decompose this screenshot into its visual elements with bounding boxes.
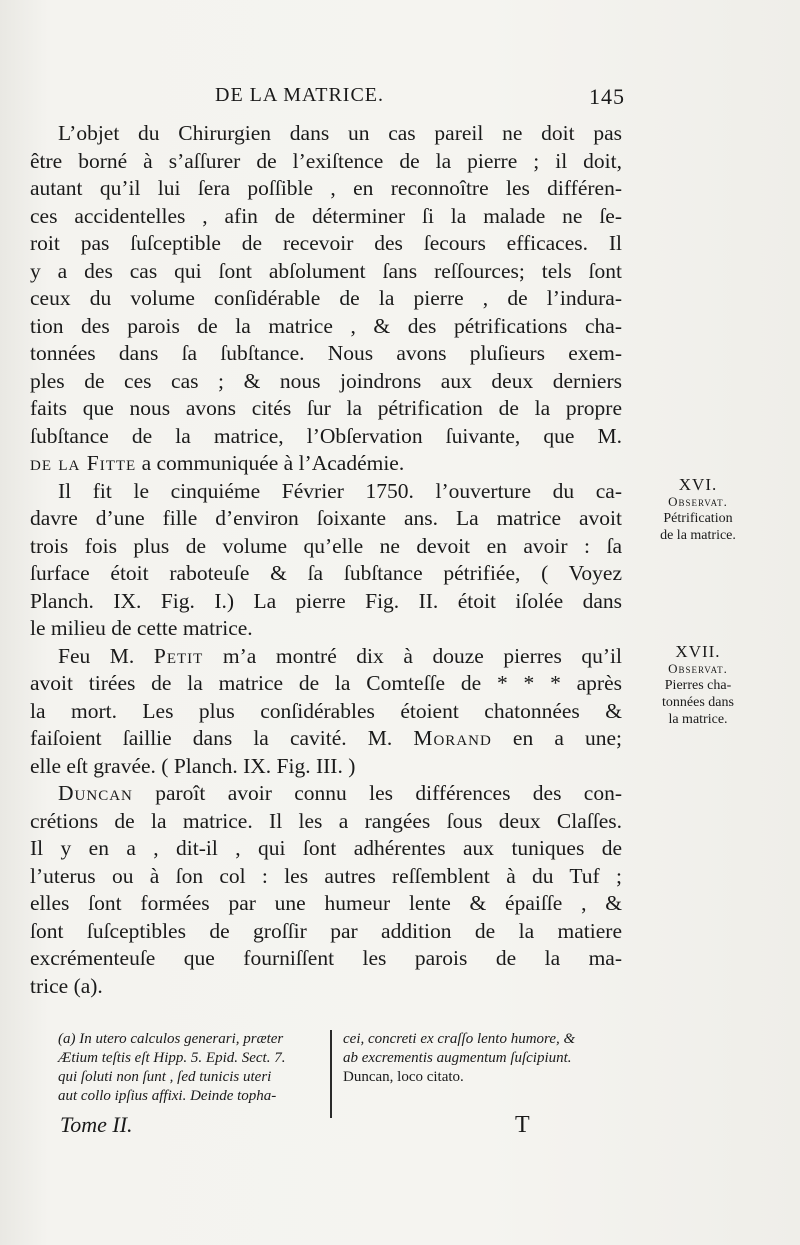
signature-mark: T xyxy=(515,1112,530,1138)
margin-note-line: Pierres cha- xyxy=(664,678,732,693)
text-line: l’uterus ou à ſon col : les autres reſſemblent à du Tuf ; xyxy=(30,863,622,888)
text-line: davre d’une fille d’environ ſoixante ans. La matrice avoit xyxy=(30,506,622,530)
text-line: elle eſt gravée. ( Planch. IX. Fig. III. ) xyxy=(30,753,356,778)
text-line: tonnées dans ſa ſubſtance. Nous avons pluſieurs exem- xyxy=(30,341,622,365)
text-line: autant qu’il lui ſera poſſible , en reconnoître les différen- xyxy=(30,176,622,200)
text-line: roit pas ſuſceptible de recevoir des ſecours efficaces. Il xyxy=(30,231,622,255)
text-line: ſurface étoit raboteuſe & ſa ſubſtance pétrifiée, ( Voyez xyxy=(30,561,622,585)
text-line xyxy=(30,450,622,478)
author-name: Duncan xyxy=(58,781,133,805)
margin-note-label: Observat. xyxy=(668,494,728,509)
footnote-line: qui ſoluti non ſunt , ſed tunicis uteri xyxy=(58,1069,272,1085)
footnote-line: Ætium teſtis eſt Hipp. 5. Epid. Sect. 7. xyxy=(58,1050,286,1066)
text-line xyxy=(30,780,622,808)
running-header xyxy=(215,84,625,118)
text-line: ces accidentelles , afin de déterminer ſi la malade ne ſe- xyxy=(30,203,622,228)
text-line xyxy=(30,725,622,753)
page-number: 145 xyxy=(589,84,625,109)
author-name: Morand xyxy=(413,726,492,750)
text-line: ſubſtance de la matrice, l’Obſervation ſuivante, que M. xyxy=(30,423,622,448)
margin-note-line: tonnées dans xyxy=(662,695,734,710)
text-line: être borné à s’aſſurer de l’exiſtence de la pierre ; il doit, xyxy=(30,148,622,173)
margin-note-number: XVII. xyxy=(675,642,721,661)
text-line: avoit tirées de la matrice de la Comteſſe de * * * après xyxy=(30,671,622,695)
footnote-line: Duncan, loco citato. xyxy=(343,1069,464,1085)
text-span: Feu M. xyxy=(58,643,154,668)
footnote-left-column xyxy=(58,1030,318,1106)
author-name: de la Fitte xyxy=(30,451,137,475)
text-span: en a une; xyxy=(491,726,622,750)
volume-label: Tome II. xyxy=(60,1112,133,1137)
text-span: a communiquée à l’Académie. xyxy=(136,451,405,475)
text-line: Planch. IX. Fig. I.) La pierre Fig. II. étoit iſolée dans xyxy=(30,588,622,613)
text-line: le milieu de cette matrice. xyxy=(30,616,253,640)
text-line: crétions de la matrice. Il les a rangées ſous deux Claſſes. xyxy=(30,808,622,833)
footnotes xyxy=(58,1030,658,1120)
margin-note-number: XVI. xyxy=(678,475,718,494)
text-span: faiſoient ſaillie dans la cavité. M. xyxy=(30,726,414,750)
text-line: L’objet du Chirurgien dans un cas pareil ne doit pas xyxy=(58,121,622,145)
margin-note-line: de la matrice. xyxy=(660,528,736,543)
margin-note-xvi xyxy=(628,476,768,544)
text-line: trice (a). xyxy=(30,973,103,998)
text-line: la mort. Les plus conſidérables étoient chatonnées & xyxy=(30,698,622,723)
text-line: trois fois plus de volume qu’elle ne devoit en avoir : ſa xyxy=(30,533,622,558)
footnote-line: ab excrementis augmentum ſuſcipiunt. xyxy=(343,1050,572,1066)
author-name: Petit xyxy=(153,643,204,668)
main-text xyxy=(30,120,622,1000)
footnote-divider xyxy=(330,1030,332,1118)
running-title: DE LA MATRICE. xyxy=(215,84,384,106)
text-line xyxy=(30,643,622,671)
text-span: m’a montré dix à douze pierres qu’il xyxy=(203,643,622,668)
text-line: elles ſont formées par une humeur lente & épaiſſe , & xyxy=(30,891,622,915)
text-line: y a des cas qui ſont abſolument ſans reſſources; tels ſont xyxy=(30,258,622,283)
text-line: tion des parois de la matrice , & des pétrifications cha- xyxy=(30,313,622,338)
margin-note-label: Observat. xyxy=(668,661,728,676)
page-footer xyxy=(60,1112,540,1146)
text-line: ples de ces cas ; & nous joindrons aux deux derniers xyxy=(30,368,622,393)
text-line: faits que nous avons cités ſur la pétrification de la propre xyxy=(30,396,622,420)
margin-note-xvii xyxy=(628,643,768,728)
text-line: Il y en a , dit-il , qui ſont adhérentes aux tuniques de xyxy=(30,836,622,860)
text-line: ſont ſuſceptibles de groſſir par addition de la matiere xyxy=(30,918,622,943)
footnote-line: (a) In utero calculos generari, præter xyxy=(58,1031,284,1047)
text-line: Il fit le cinquiéme Février 1750. l’ouverture du ca- xyxy=(58,478,622,503)
margin-note-line: la matrice. xyxy=(668,712,728,727)
text-line: excrémenteuſe que fourniſſent les parois de la ma- xyxy=(30,946,622,970)
footnote-right-column xyxy=(343,1030,663,1087)
margin-note-line: Pétrification xyxy=(663,511,733,526)
text-span: paroît avoir connu les différences des con- xyxy=(132,781,622,805)
footnote-line: cei, concreti ex craſſo lento humore, & xyxy=(343,1031,576,1047)
text-line: ceux du volume conſidérable de la pierre , de l’indura- xyxy=(30,286,622,310)
footnote-line: aut collo ipſius affixi. Deinde topha- xyxy=(58,1088,277,1104)
